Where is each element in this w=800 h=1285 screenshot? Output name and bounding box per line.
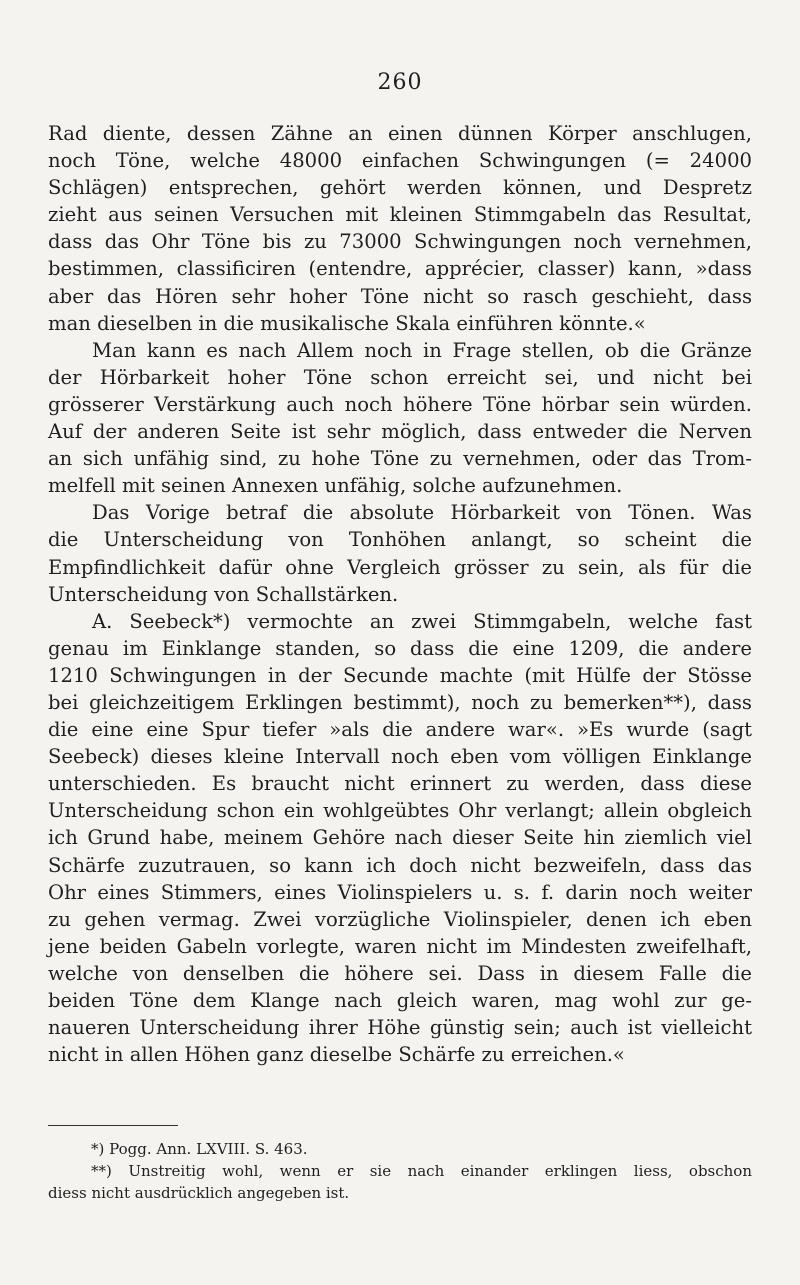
text-line: Unterscheidung schon ein wohlgeübtes Ohr verlangt; allein obgleich [48,799,752,823]
text-line: Das Vorige betraf die absolute Hörbarkeit von Tönen. Was [92,501,752,525]
text-line: beiden Töne dem Klange nach gleich waren, mag wohl zur ge- [48,989,752,1012]
text-line: genau im Einklange standen, so dass die eine 1209, die andere [48,636,752,660]
text-line: naueren Unterscheidung ihrer Höhe günstig sein; auch ist vielleicht [48,1016,752,1040]
text-line: noch Töne, welche 48000 einfachen Schwingungen (= 24000 [48,149,752,173]
text-line: an sich unfähig sind, zu hohe Töne zu vernehmen, oder das Trom- [48,447,752,471]
footnote-continuation: diess nicht ausdrücklich angegeben ist. [48,1184,350,1202]
text-line: ich Grund habe, meinem Gehöre nach dieser Seite hin ziemlich viel [48,826,752,850]
text-line: Seebeck) dieses kleine Intervall noch eben vom völligen Einklange [48,745,752,769]
text-line: dass das Ohr Töne bis zu 73000 Schwingungen noch vernehmen, [48,230,752,254]
text-line: der Hörbarkeit hoher Töne schon erreicht sei, und nicht bei [48,365,752,389]
text-line: zieht aus seinen Versuchen mit kleinen Stimmgabeln das Resultat, [48,203,752,227]
body-text [48,120,752,1068]
footnotes [48,1138,752,1204]
text-line: jene beiden Gabeln vorlegte, waren nicht im Mindesten zweifelhaft, [48,934,752,958]
text-line: grösserer Verstärkung auch noch höhere Töne hörbar sein würden. [48,392,752,416]
text-line: Ohr eines Stimmers, eines Violinspielers u. s. f. darin noch weiter [48,880,752,904]
footnote: **) Unstreitig wohl, wenn er sie nach einander erklingen liess, obschon [91,1162,752,1180]
page-number: 260 [377,70,423,95]
text-line: bestimmen, classificiren (entendre, apprécier, classer) kann, »dass [48,257,752,281]
footnote: *) Pogg. Ann. LXVIII. S. 463. [91,1140,308,1158]
text-line: nicht in allen Höhen ganz dieselbe Schärfe zu erreichen.« [48,1043,625,1067]
text-line: Auf der anderen Seite ist sehr möglich, dass entweder die Nerven [48,420,752,444]
text-line: zu gehen vermag. Zwei vorzügliche Violinspieler, denen ich eben [48,907,752,931]
text-line: die Unterscheidung von Tonhöhen anlangt, so scheint die [48,528,752,552]
text-line: bei gleichzeitigem Erklingen bestimmt), noch zu bemerken**), dass [48,690,752,714]
text-line: unterschieden. Es braucht nicht erinnert zu werden, dass diese [48,772,752,796]
text-line: A. Seebeck*) vermochte an zwei Stimmgabeln, welche fast [92,609,752,633]
text-line: 1210 Schwingungen in der Secunde machte (mit Hülfe der Stösse [48,663,752,687]
text-line: Schlägen) entsprechen, gehört werden können, und Despretz [48,176,752,200]
text-line: Unterscheidung von Schallstärken. [48,582,399,606]
text-line: Rad diente, dessen Zähne an einen dünnen Körper anschlugen, [48,122,752,145]
footnote-rule [48,1125,178,1126]
text-line: Man kann es nach Allem noch in Frage stellen, ob die Gränze [92,338,752,362]
text-line: melfell mit seinen Annexen unfähig, solche aufzunehmen. [48,474,623,498]
text-line: welche von denselben die höhere sei. Dass in diesem Falle die [48,961,752,985]
text-line: aber das Hören sehr hoher Töne nicht so rasch geschieht, dass [48,284,752,308]
text-line: Schärfe zuzutrauen, so kann ich doch nicht bezweifeln, dass das [48,853,752,877]
text-line: man dieselben in die musikalische Skala einführen könnte.« [48,311,646,335]
text-line: die eine eine Spur tiefer »als die andere war«. »Es wurde (sagt [48,718,752,742]
text-line: Empfindlichkeit dafür ohne Vergleich grösser zu sein, als für die [48,555,752,579]
